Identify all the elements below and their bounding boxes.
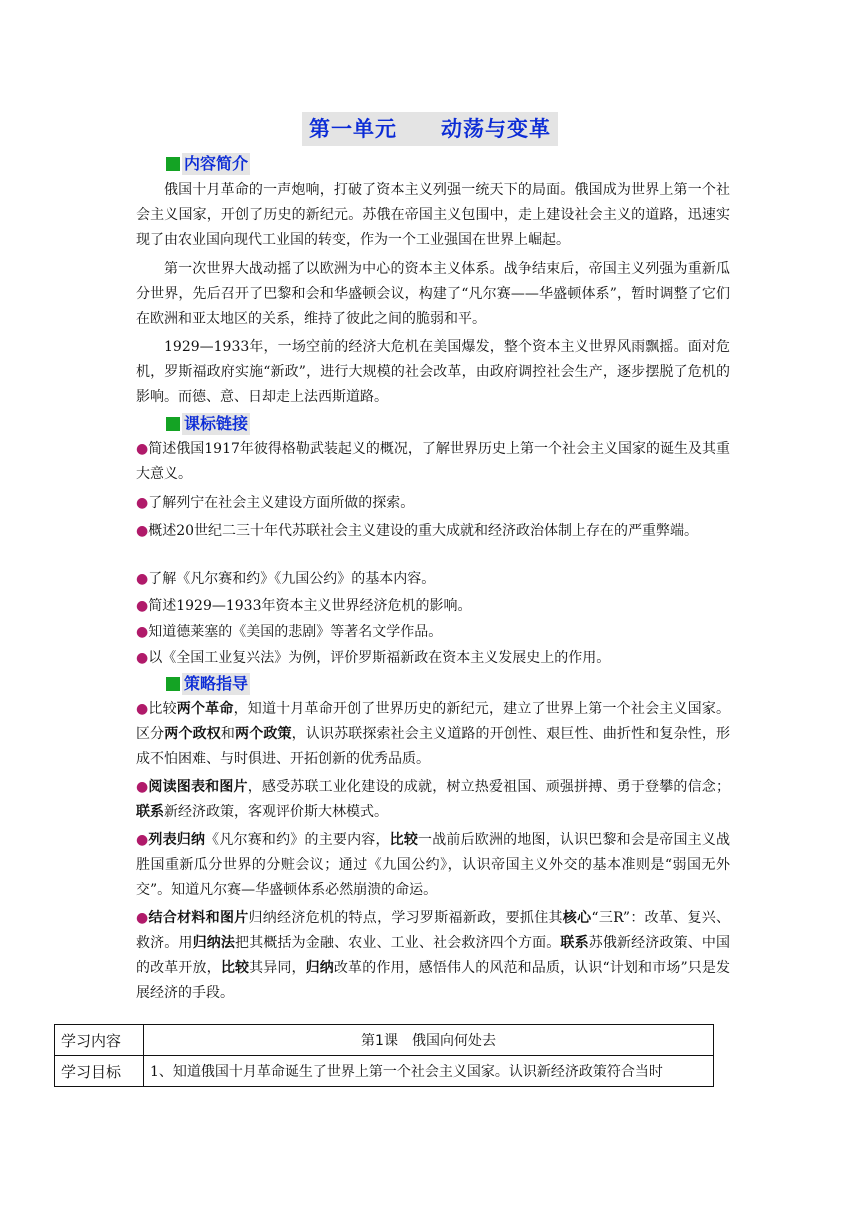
section-heading-standards <box>166 413 250 435</box>
strategy-keyword: 结合材料和图片 <box>148 910 249 926</box>
strategy-keyword: 核心 <box>562 910 592 926</box>
intro-paragraph: 俄国十月革命的一声炮响，打破了资本主义列强一统天下的局面。俄国成为世界上第一个社会主义国家，开创了历史的新纪元。苏俄在帝国主义包围中，走上建设社会主义的道路，迅速实现了由农业国向现代工业国的转变，作为一个工业强国在世界上崛起。 <box>136 182 730 248</box>
green-square-icon <box>166 157 180 171</box>
strategy-keyword: 两个革命 <box>176 701 234 717</box>
strategy-item <box>136 697 730 772</box>
strategy-text: 《凡尔赛和约》的主要内容， <box>205 832 390 848</box>
bullet-icon: ● <box>136 523 149 539</box>
unit-number: 第一单元 <box>309 117 397 141</box>
strategy-text: 归纳经济危机的特点，学习罗斯福新政，要抓住其 <box>248 910 563 926</box>
lesson-title-cell: 第1课 俄国向何处去 <box>144 1025 714 1056</box>
standard-item <box>136 567 730 592</box>
intro-paragraph: 1929—1933年，一场空前的经济大危机在美国爆发，整个资本主义世界风雨飘摇。面对危机，罗斯福政府实施“新政”，进行大规模的社会改革，由政府调控社会生产，逐步摆脱了危机的影响。而德、意、日却走上法西斯道路。 <box>136 339 730 405</box>
standard-text: 概述20世纪二三十年代苏联社会主义建设的重大成就和经济政治体制上存在的严重弊端。 <box>148 523 699 539</box>
bullet-icon: ● <box>136 701 149 717</box>
bullet-icon: ● <box>136 624 149 640</box>
bullet-icon: ● <box>136 650 149 666</box>
green-square-icon <box>166 677 180 691</box>
bullet-icon: ● <box>136 832 149 848</box>
strategy-item <box>136 906 730 1006</box>
green-square-icon <box>166 417 180 431</box>
strategy-text: 和 <box>220 726 236 742</box>
strategy-keyword: 两个政策 <box>235 726 292 742</box>
strategy-text: 比较 <box>148 701 177 717</box>
bullet-icon: ● <box>136 910 149 926</box>
strategy-text: ，感受苏联工业化建设的成就，树立热爱祖国、顽强拼搏、勇于登攀的信念； <box>247 779 730 795</box>
strategy-text: 新经济政策，客观评价斯大林模式。 <box>164 804 388 820</box>
standard-item <box>136 646 730 671</box>
standard-item <box>136 620 730 645</box>
strategy-text: 苏俄新经济政策、中国的改革开放， <box>136 935 731 976</box>
strategy-text: ，认识苏联探索社会主义道路的开创性、艰巨性、曲折性和复杂性，形成不怕困难、与时俱进、开拓创新的优秀品质。 <box>136 726 731 767</box>
strategy-keyword: 归纳法 <box>192 935 236 951</box>
standard-text: 了解《凡尔赛和约》《九国公约》的基本内容。 <box>148 571 436 587</box>
strategy-keyword: 联系 <box>136 804 164 820</box>
unit-name: 动荡与变革 <box>441 117 551 141</box>
strategy-item <box>136 775 730 825</box>
strategy-keyword: 比较 <box>389 832 419 848</box>
standard-text: 简述俄国1917年彼得格勒武装起义的概况，了解世界历史上第一个社会主义国家的诞生及其重大意义。 <box>136 441 730 482</box>
table-row <box>55 1056 714 1087</box>
section-heading-strategy <box>166 673 250 695</box>
strategy-text: 其异同， <box>249 960 306 976</box>
strategy-item <box>136 828 730 903</box>
bullet-icon: ● <box>136 598 149 614</box>
bullet-icon: ● <box>136 571 149 587</box>
lesson-table <box>54 1024 714 1087</box>
strategy-keyword: 比较 <box>220 960 250 976</box>
strategy-text: ，知道十月革命开创了世界历史的新纪元，建立了世界上第一个社会主义国家。区分 <box>136 701 731 742</box>
standard-text: 以《全国工业复兴法》为例，评价罗斯福新政在资本主义发展史上的作用。 <box>148 650 611 666</box>
learning-goal-cell: 1、知道俄国十月革命诞生了世界上第一个社会主义国家。认识新经济政策符合当时 <box>144 1056 714 1087</box>
standard-item <box>136 491 730 516</box>
row-label: 学习目标 <box>55 1056 144 1087</box>
strategy-keyword: 归纳 <box>305 960 334 976</box>
standard-item <box>136 594 730 619</box>
standard-text: 了解列宁在社会主义建设方面所做的探索。 <box>148 495 415 511</box>
strategy-keyword: 联系 <box>560 935 589 951</box>
section-title: 策略指导 <box>184 674 249 693</box>
strategy-keyword: 两个政权 <box>164 726 221 742</box>
section-heading-intro <box>166 153 250 175</box>
bullet-icon: ● <box>136 495 149 511</box>
strategy-text: 改革的作用，感悟伟人的风范和品质，认识“计划和市场”只是发展经济的手段。 <box>136 960 731 1001</box>
section-title: 内容简介 <box>184 154 249 173</box>
intro-paragraph: 第一次世界大战动摇了以欧洲为中心的资本主义体系。战争结束后，帝国主义列强为重新瓜分世界，先后召开了巴黎和会和华盛顿会议，构建了“凡尔赛——华盛顿体系”，暂时调整了它们在欧洲和亚太地区的关系，维持了彼此之间的脆弱和平。 <box>136 261 730 327</box>
strategy-keyword: 阅读图表和图片 <box>148 779 248 795</box>
section-title: 课标链接 <box>184 414 249 433</box>
strategy-keyword: 列表归纳 <box>148 832 206 848</box>
unit-title <box>302 112 558 146</box>
standard-item <box>136 437 730 487</box>
standard-item <box>136 519 730 544</box>
standard-text: 简述1929—1933年资本主义世界经济危机的影响。 <box>148 598 472 614</box>
table-row <box>55 1025 714 1056</box>
strategy-text: 一战前后欧洲的地图，认识巴黎和会是帝国主义战胜国重新瓜分世界的分赃会议；通过《九国公约》，认识帝国主义外交的基本准则是“弱国无外交”。知道凡尔赛—华盛顿体系必然崩溃的命运。 <box>136 832 731 898</box>
strategy-text: 把其概括为金融、农业、工业、社会救济四个方面。 <box>235 935 561 951</box>
row-label: 学习内容 <box>55 1025 144 1056</box>
bullet-icon: ● <box>136 779 149 795</box>
bullet-icon: ● <box>136 441 149 457</box>
standard-text: 知道德莱塞的《美国的悲剧》等著名文学作品。 <box>148 624 443 640</box>
strategy-text: “三R”：改革、复兴、救济。用 <box>136 910 731 951</box>
